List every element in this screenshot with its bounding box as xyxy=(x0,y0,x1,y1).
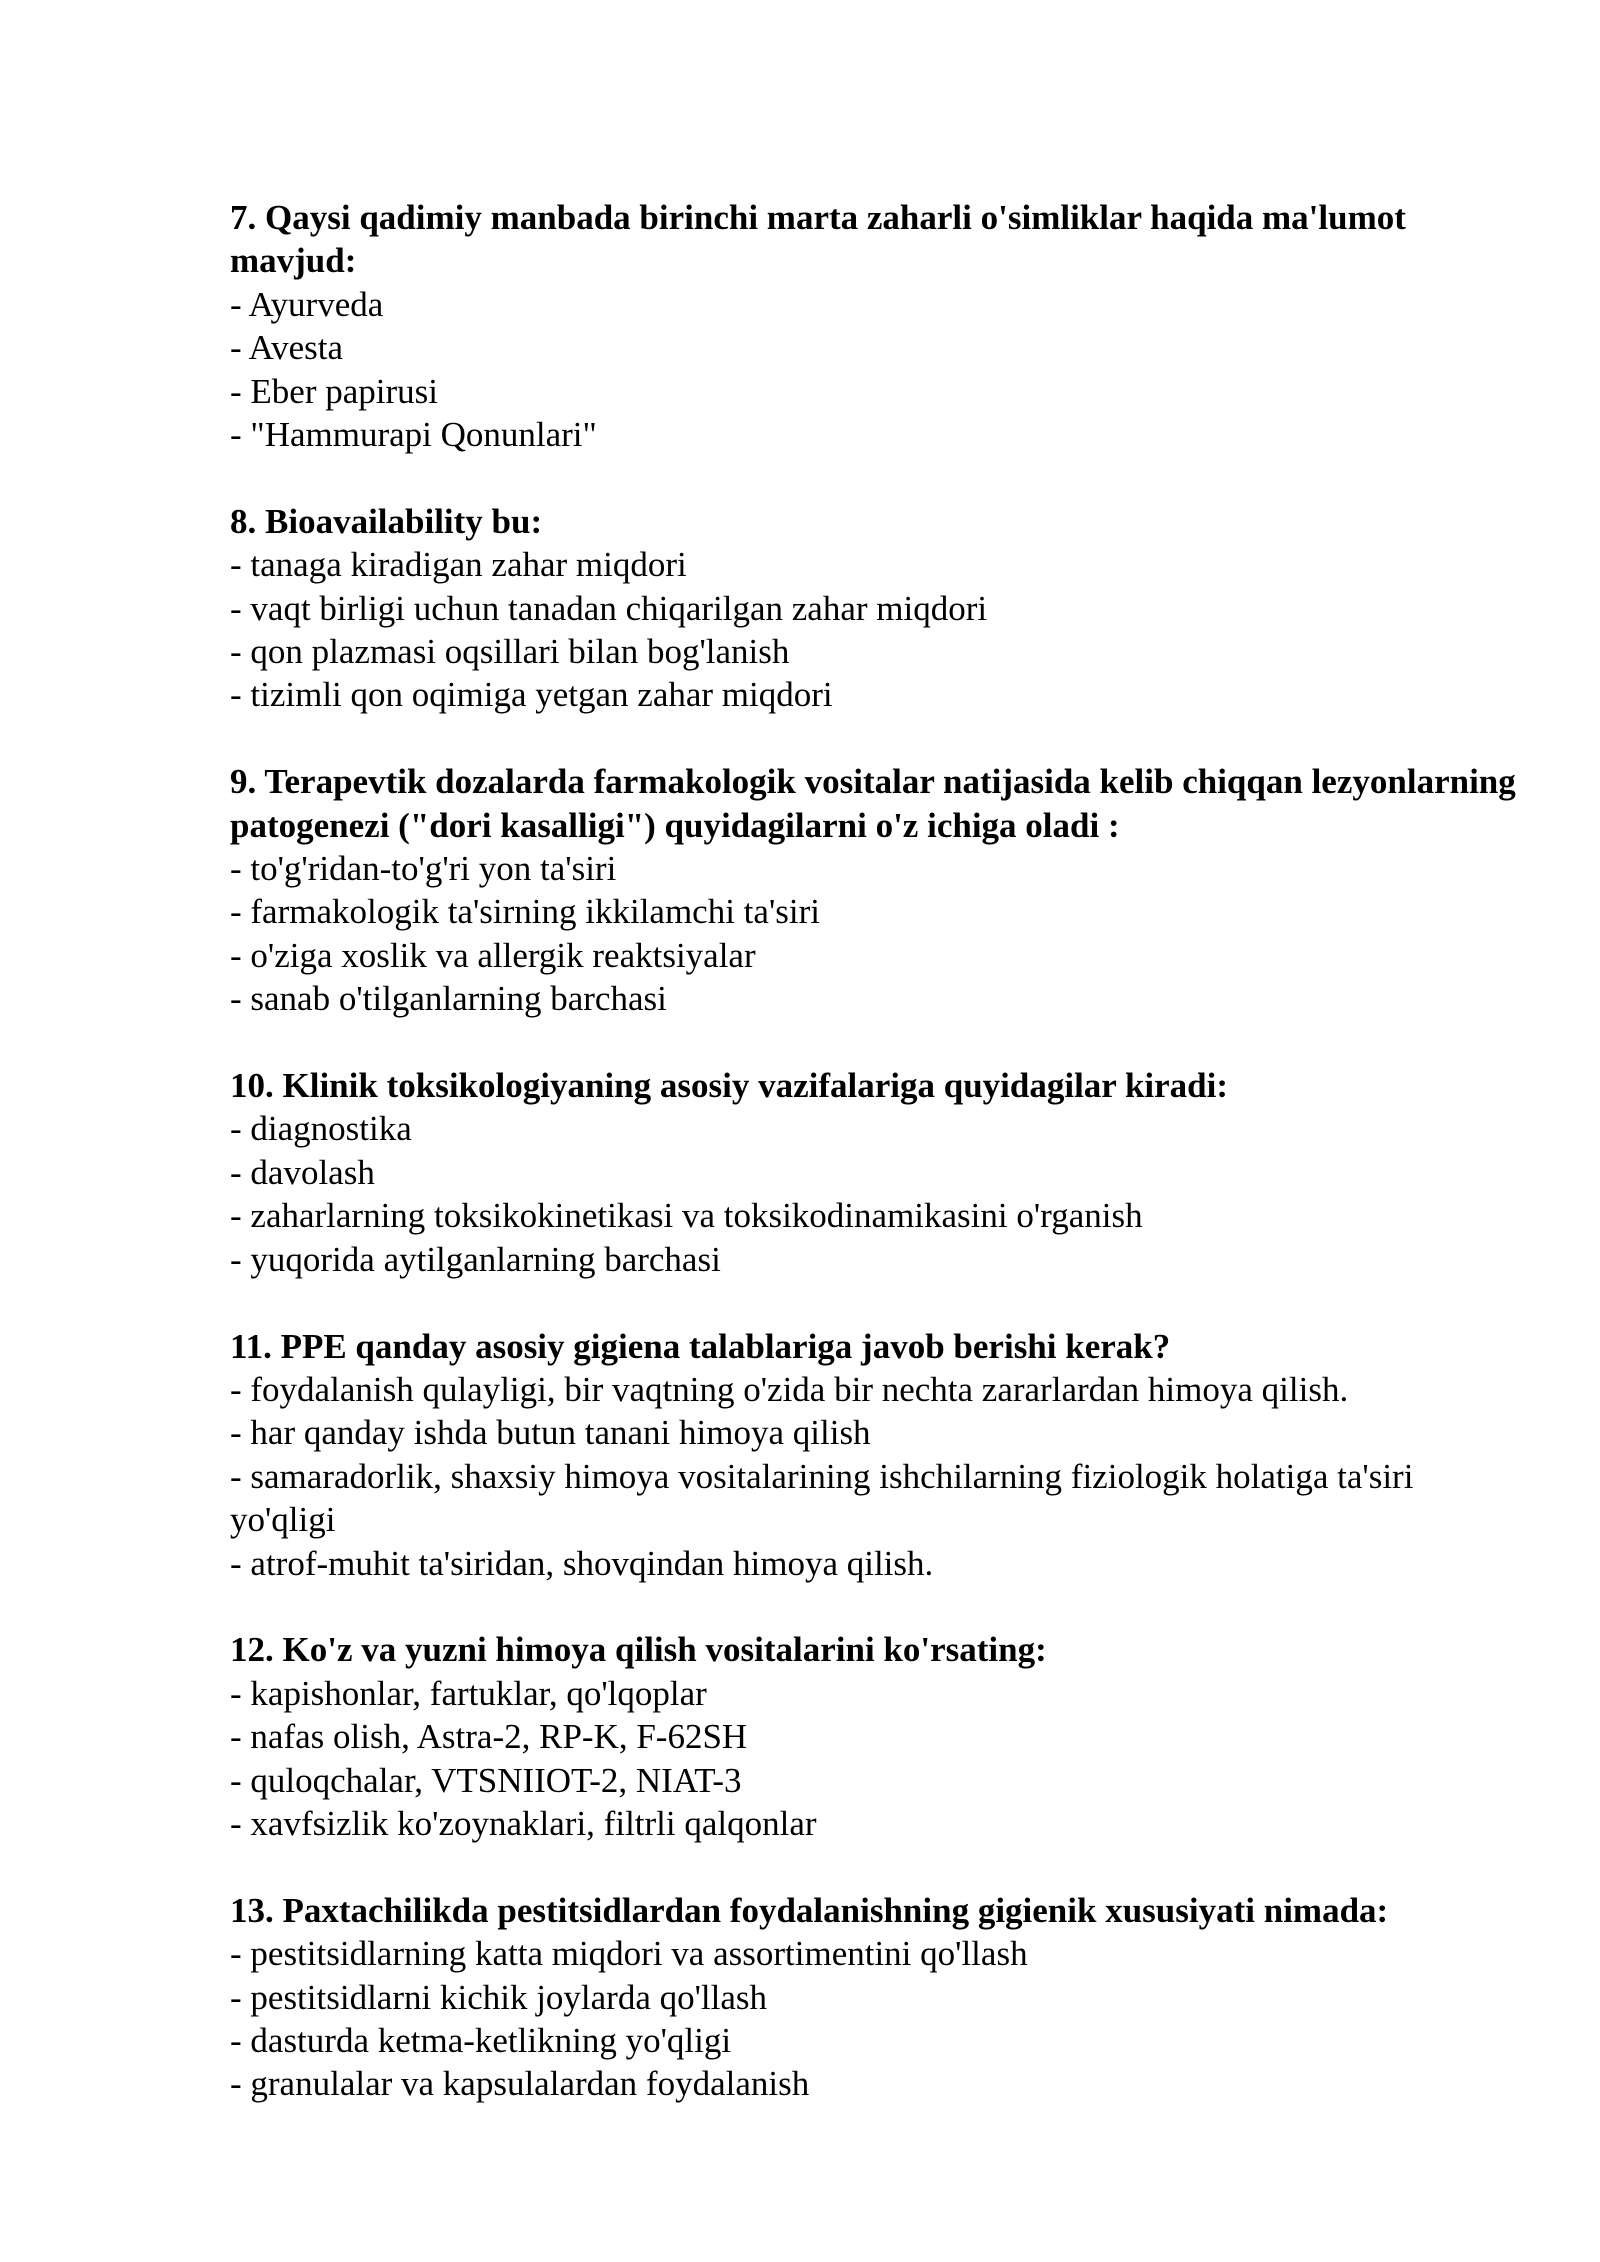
answer-option: - har qanday ishda butun tanani himoya qilish xyxy=(230,1413,871,1453)
question-11 xyxy=(230,1325,1520,1585)
question-8 xyxy=(230,500,1520,717)
question-12 xyxy=(230,1628,1520,1845)
question-13 xyxy=(230,1889,1520,2106)
answer-option: - atrof-muhit ta'siridan, shovqindan himoya qilish. xyxy=(230,1543,934,1583)
answer-option: - kapishonlar, fartuklar, qo'lqoplar xyxy=(230,1673,707,1713)
question-title: 7. Qaysi qadimiy manbada birinchi marta zaharli o'simliklar haqida ma'lumot mavjud: xyxy=(230,198,1406,281)
question-title: 11. PPE qanday asosiy gigiena talablariga javob berishi kerak? xyxy=(230,1326,1171,1366)
question-title: 9. Terapevtik dozalarda farmakologik vositalar natijasida kelib chiqqan lezyonlarning patogenezi ("dori kasalligi") quyidagilarni o'z ichiga oladi : xyxy=(230,762,1516,845)
answer-list xyxy=(230,1368,1520,1585)
answer-option: - Eber papirusi xyxy=(230,371,438,411)
answer-option: - yuqorida aytilganlarning barchasi xyxy=(230,1239,721,1279)
answer-option: - zaharlarning toksikokinetikasi va toksikodinamikasini o'rganish xyxy=(230,1196,1143,1236)
question-10 xyxy=(230,1064,1520,1281)
answer-list xyxy=(230,283,1520,457)
answer-option: - tanaga kiradigan zahar miqdori xyxy=(230,545,687,585)
answer-option: - davolash xyxy=(230,1152,375,1192)
answer-list xyxy=(230,543,1520,717)
answer-option: - samaradorlik, shaxsiy himoya vositalarining ishchilarning fiziologik holatiga ta'siri yo'qligi xyxy=(230,1456,1414,1540)
question-title: 10. Klinik toksikologiyaning asosiy vazifalariga quyidagilar kiradi: xyxy=(230,1066,1229,1106)
answer-list xyxy=(230,847,1520,1021)
answer-option: - xavfsizlik ko'zoynaklari, filtrli qalqonlar xyxy=(230,1803,817,1843)
question-7 xyxy=(230,196,1520,456)
answer-option: - pestitsidlarni kichik joylarda qo'llash xyxy=(230,1977,768,2017)
answer-option: - dasturda ketma-ketlikning yo'qligi xyxy=(230,2020,732,2060)
question-title: 13. Paxtachilikda pestitsidlardan foydalanishning gigienik xususiyati nimada: xyxy=(230,1890,1389,1930)
answer-option: - sanab o'tilganlarning barchasi xyxy=(230,979,667,1019)
answer-option: - to'g'ridan-to'g'ri yon ta'siri xyxy=(230,849,617,889)
answer-option: - vaqt birligi uchun tanadan chiqarilgan zahar miqdori xyxy=(230,588,988,628)
answer-option: - Avesta xyxy=(230,328,344,368)
answer-option: - pestitsidlarning katta miqdori va assortimentini qo'llash xyxy=(230,1934,1028,1974)
question-title: 8. Bioavailability bu: xyxy=(230,501,543,541)
answer-option: - nafas olish, Astra-2, RP-K, F-62SH xyxy=(230,1717,748,1757)
answer-option: - foydalanish qulayligi, bir vaqtning o'zida bir nechta zararlardan himoya qilish. xyxy=(230,1369,1349,1409)
answer-option: - granulalar va kapsulalardan foydalanish xyxy=(230,2064,810,2104)
question-9 xyxy=(230,760,1520,1020)
answer-list xyxy=(230,1672,1520,1846)
answer-option: - quloqchalar, VTSNIIOT-2, NIAT-3 xyxy=(230,1760,742,1800)
document-page xyxy=(230,196,1520,2149)
answer-option: - tizimli qon oqimiga yetgan zahar miqdori xyxy=(230,675,833,715)
answer-list xyxy=(230,1107,1520,1281)
answer-option: - Ayurveda xyxy=(230,284,384,324)
question-title: 12. Ko'z va yuzni himoya qilish vositalarini ko'rsating: xyxy=(230,1630,1047,1670)
answer-option: - qon plazmasi oqsillari bilan bog'lanish xyxy=(230,632,790,672)
answer-option: - "Hammurapi Qonunlari" xyxy=(230,415,597,455)
answer-option: - o'ziga xoslik va allergik reaktsiyalar xyxy=(230,935,756,975)
answer-option: - farmakologik ta'sirning ikkilamchi ta'siri xyxy=(230,892,820,932)
answer-option: - diagnostika xyxy=(230,1109,412,1149)
answer-list xyxy=(230,1932,1520,2106)
